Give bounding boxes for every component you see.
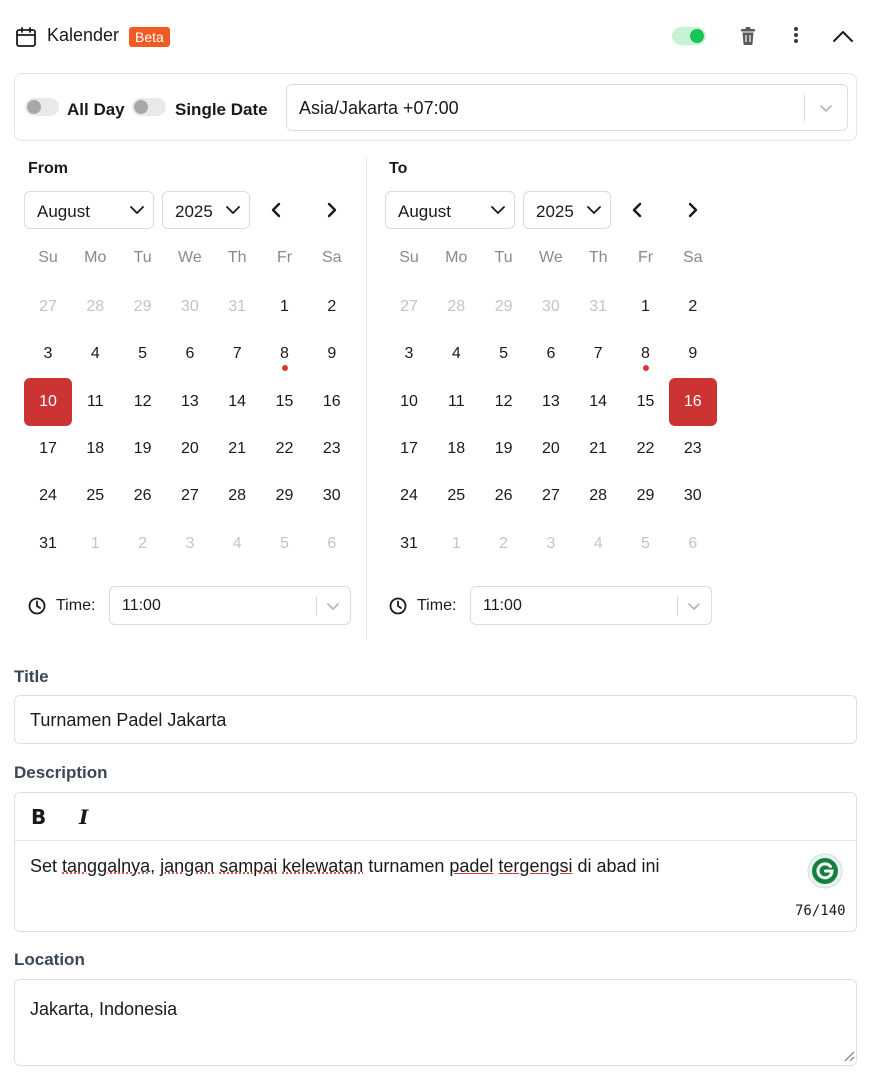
- day-number: 13: [541, 392, 560, 410]
- day-number: 1: [280, 298, 289, 315]
- day-number: 4: [593, 534, 603, 552]
- calendar-day[interactable]: [622, 425, 670, 473]
- calendar-day[interactable]: [166, 472, 214, 520]
- day-number: 18: [86, 439, 105, 457]
- calendar-day[interactable]: [385, 283, 433, 331]
- timezone-select[interactable]: [286, 84, 848, 131]
- next-month-icon[interactable]: [683, 199, 703, 221]
- weekday-label: Su: [399, 249, 419, 266]
- day-number: 30: [683, 487, 702, 505]
- day-number: 5: [280, 534, 289, 552]
- chevron-down-icon: [129, 202, 145, 218]
- day-number: 2: [688, 298, 698, 315]
- calendar-day[interactable]: [213, 283, 261, 331]
- calendar-day[interactable]: [119, 283, 167, 331]
- calendar-day[interactable]: [574, 283, 622, 331]
- misspelled-word: kelewatan: [282, 856, 364, 876]
- day-number: 17: [400, 439, 418, 457]
- calendar-day[interactable]: [71, 520, 119, 568]
- chevron-down-icon: [325, 598, 341, 614]
- calendar-day[interactable]: [669, 378, 717, 426]
- month-value: August: [37, 202, 90, 221]
- calendar-day[interactable]: [432, 425, 480, 473]
- misspelled-word: sampai: [219, 856, 278, 876]
- day-number: 21: [589, 439, 608, 457]
- calendar-day[interactable]: [527, 283, 575, 331]
- from-calendar: [14, 155, 364, 635]
- calendar-day[interactable]: [385, 472, 433, 520]
- day-number: 15: [275, 392, 294, 410]
- day-number: 30: [322, 487, 341, 505]
- day-number: 6: [327, 534, 337, 552]
- next-month-icon[interactable]: [322, 199, 342, 221]
- calendar-day[interactable]: [480, 378, 528, 426]
- weekday-label: Mo: [445, 249, 468, 266]
- day-number: 4: [90, 345, 100, 363]
- location-label: Location: [14, 950, 85, 969]
- day-number: 30: [180, 298, 199, 315]
- calendar-day[interactable]: [622, 283, 670, 331]
- calendar-day[interactable]: [385, 425, 433, 473]
- chevron-down-icon: [490, 202, 506, 218]
- toggle-knob: [134, 100, 148, 114]
- weekday-label: Tu: [494, 249, 513, 266]
- calendar-day[interactable]: [527, 425, 575, 473]
- calendar-day[interactable]: [669, 520, 717, 568]
- chevron-up-icon[interactable]: [831, 26, 855, 46]
- misspelled-word: jangan: [160, 856, 215, 876]
- day-number: 27: [180, 487, 199, 505]
- event-dot: [643, 365, 649, 371]
- calendar-day[interactable]: [308, 425, 356, 473]
- from-time-select[interactable]: [109, 586, 351, 625]
- year-value: 2025: [536, 202, 574, 221]
- calendar-day[interactable]: [71, 330, 119, 378]
- title-input[interactable]: [14, 695, 857, 744]
- bold-button[interactable]: B: [31, 805, 47, 829]
- grammarly-icon[interactable]: [807, 853, 843, 889]
- widget-title: Kalender: [47, 25, 120, 45]
- day-number: 29: [494, 298, 513, 315]
- calendar-day[interactable]: [24, 472, 72, 520]
- location-value: Jakarta, Indonesia: [30, 999, 178, 1019]
- day-number: 31: [39, 534, 57, 552]
- to-time-select[interactable]: [470, 586, 712, 625]
- day-number: 20: [541, 439, 560, 457]
- day-number: 25: [86, 487, 105, 505]
- calendar-day[interactable]: [432, 378, 480, 426]
- from-year-select[interactable]: [162, 191, 250, 229]
- chevron-down-icon: [586, 202, 602, 218]
- calendar-day[interactable]: [574, 330, 622, 378]
- day-number: 3: [185, 534, 195, 552]
- calendar-icon: [15, 26, 37, 48]
- calendar-day[interactable]: [213, 378, 261, 426]
- day-number: 3: [43, 345, 53, 363]
- day-number: 26: [494, 487, 513, 505]
- day-number: 2: [499, 534, 509, 552]
- calendar-day[interactable]: [166, 330, 214, 378]
- to-month-select[interactable]: [385, 191, 515, 229]
- calendar-day[interactable]: [166, 425, 214, 473]
- all-day-toggle[interactable]: [25, 98, 59, 116]
- more-vertical-icon[interactable]: [785, 24, 807, 48]
- day-number: 28: [86, 298, 105, 315]
- day-number: 10: [39, 392, 57, 410]
- weekday-label: Fr: [276, 249, 293, 266]
- calendar-day[interactable]: [308, 520, 356, 568]
- calendar-day[interactable]: [432, 330, 480, 378]
- calendar-day[interactable]: [432, 283, 480, 331]
- calendar-day[interactable]: [622, 330, 670, 378]
- calendar-day[interactable]: [480, 472, 528, 520]
- calendar-day[interactable]: [385, 378, 433, 426]
- day-number: 11: [447, 392, 465, 410]
- day-number: 2: [327, 298, 337, 315]
- title-label: Title: [14, 667, 49, 686]
- day-number: 28: [447, 298, 466, 315]
- day-number: 22: [636, 439, 655, 457]
- day-number: 5: [641, 534, 650, 552]
- calendar-day[interactable]: [24, 425, 72, 473]
- calendar-day[interactable]: [622, 520, 670, 568]
- misspelled-word: tanggalnya: [62, 856, 151, 876]
- misspelled-word: padel: [449, 856, 494, 876]
- calendar-day[interactable]: [480, 425, 528, 473]
- day-number: 16: [683, 392, 702, 410]
- calendar-day[interactable]: [574, 425, 622, 473]
- day-number: 17: [39, 439, 57, 457]
- day-number: 2: [138, 534, 148, 552]
- day-number: 28: [228, 487, 247, 505]
- calendar-day[interactable]: [213, 425, 261, 473]
- calendar-day[interactable]: [24, 378, 72, 426]
- day-number: 10: [400, 392, 418, 410]
- description-label: Description: [14, 763, 108, 782]
- location-input[interactable]: [14, 979, 857, 1066]
- day-number: 4: [451, 345, 461, 363]
- calendar-day[interactable]: [213, 330, 261, 378]
- resize-handle-icon[interactable]: [843, 1050, 855, 1062]
- enable-toggle[interactable]: [672, 27, 706, 45]
- calendar-day[interactable]: [24, 520, 72, 568]
- weekday-label: Th: [227, 249, 247, 266]
- calendar-day[interactable]: [574, 520, 622, 568]
- calendar-day[interactable]: [261, 520, 309, 568]
- trash-icon[interactable]: [737, 25, 759, 47]
- description-editor: [14, 792, 857, 932]
- calendar-divider: [366, 157, 367, 639]
- day-number: 16: [322, 392, 341, 410]
- calendar-day[interactable]: [308, 378, 356, 426]
- calendar-day[interactable]: [166, 283, 214, 331]
- calendar-day[interactable]: [385, 520, 433, 568]
- calendar-day[interactable]: [119, 472, 167, 520]
- chevron-down-icon: [817, 99, 835, 117]
- calendar-day[interactable]: [669, 330, 717, 378]
- calendar-day[interactable]: [261, 330, 309, 378]
- day-number: 25: [447, 487, 466, 505]
- day-number: 30: [541, 298, 560, 315]
- day-number: 5: [499, 345, 509, 363]
- toggle-knob: [690, 29, 704, 43]
- italic-button[interactable]: I: [79, 805, 89, 829]
- weekday-label: We: [178, 249, 202, 266]
- calendar-day[interactable]: [669, 472, 717, 520]
- day-number: 1: [90, 534, 100, 552]
- day-number: 6: [546, 345, 556, 363]
- day-number: 19: [494, 439, 513, 457]
- day-number: 26: [133, 487, 152, 505]
- calendar-day[interactable]: [261, 283, 309, 331]
- time-label: Time:: [417, 597, 457, 614]
- to-calendar: [375, 155, 725, 635]
- calendar-day[interactable]: [480, 520, 528, 568]
- day-number: 12: [494, 392, 513, 410]
- weekday-label: Sa: [683, 249, 703, 266]
- day-number: 3: [546, 534, 556, 552]
- calendar-day[interactable]: [432, 520, 480, 568]
- calendar-day[interactable]: [574, 472, 622, 520]
- day-number: 21: [228, 439, 247, 457]
- weekday-label: Tu: [133, 249, 152, 266]
- to-label: To: [389, 160, 408, 177]
- day-number: 29: [636, 487, 655, 505]
- weekday-label: Su: [38, 249, 58, 266]
- calendar-day[interactable]: [308, 330, 356, 378]
- calendar-day[interactable]: [261, 425, 309, 473]
- day-number: 8: [280, 345, 289, 363]
- weekday-label: Th: [588, 249, 608, 266]
- day-number: 12: [133, 392, 152, 410]
- day-number: 29: [275, 487, 294, 505]
- day-number: 23: [322, 439, 341, 457]
- calendar-day[interactable]: [574, 378, 622, 426]
- event-dot: [282, 365, 288, 371]
- day-number: 6: [185, 345, 195, 363]
- select-separator: [316, 596, 317, 616]
- title-value: Turnamen Padel Jakarta: [30, 710, 227, 730]
- calendar-day[interactable]: [71, 378, 119, 426]
- calendar-day[interactable]: [308, 283, 356, 331]
- to-year-select[interactable]: [523, 191, 611, 229]
- all-day-label: All Day: [67, 100, 125, 119]
- day-number: 24: [39, 487, 57, 505]
- toggle-knob: [27, 100, 41, 114]
- calendar-day[interactable]: [527, 330, 575, 378]
- day-number: 31: [228, 298, 247, 315]
- day-number: 1: [451, 534, 461, 552]
- day-number: 1: [641, 298, 650, 315]
- beta-badge: Beta: [129, 27, 170, 47]
- calendar-day[interactable]: [166, 378, 214, 426]
- prev-month-icon[interactable]: [627, 199, 647, 221]
- calendar-day[interactable]: [71, 425, 119, 473]
- calendar-day[interactable]: [527, 378, 575, 426]
- calendar-day[interactable]: [24, 283, 72, 331]
- calendar-day[interactable]: [527, 520, 575, 568]
- calendar-day[interactable]: [71, 283, 119, 331]
- text-segment: turnamen: [363, 856, 450, 876]
- day-number: 29: [133, 298, 152, 315]
- calendar-day[interactable]: [527, 472, 575, 520]
- calendar-day[interactable]: [385, 330, 433, 378]
- day-number: 23: [683, 439, 702, 457]
- day-number: 7: [232, 345, 242, 363]
- day-number: 8: [641, 345, 650, 363]
- chevron-down-icon: [225, 202, 241, 218]
- calendar-day[interactable]: [480, 283, 528, 331]
- day-number: 18: [447, 439, 466, 457]
- day-number: 15: [636, 392, 655, 410]
- day-number: 31: [589, 298, 608, 315]
- calendar-day[interactable]: [119, 330, 167, 378]
- day-number: 14: [589, 392, 608, 410]
- day-number: 7: [593, 345, 603, 363]
- single-date-toggle[interactable]: [132, 98, 166, 116]
- calendar-day[interactable]: [308, 472, 356, 520]
- calendar-day[interactable]: [261, 378, 309, 426]
- select-separator: [804, 95, 805, 121]
- day-number: 20: [180, 439, 199, 457]
- widget-header: [0, 0, 871, 72]
- misspelled-word: tergengsi: [498, 856, 573, 876]
- calendar-day[interactable]: [119, 520, 167, 568]
- day-number: 9: [688, 345, 698, 363]
- weekday-label: Sa: [322, 249, 342, 266]
- day-number: 11: [86, 392, 104, 410]
- calendar-day[interactable]: [119, 425, 167, 473]
- day-number: 22: [275, 439, 294, 457]
- day-number: 3: [404, 345, 414, 363]
- clock-icon: [28, 597, 46, 615]
- text-segment: ,: [150, 856, 161, 876]
- day-number: 14: [228, 392, 247, 410]
- day-number: 27: [541, 487, 560, 505]
- char-count: 76/140: [795, 903, 846, 919]
- weekday-label: Fr: [637, 249, 654, 266]
- day-number: 19: [133, 439, 152, 457]
- calendar-day[interactable]: [166, 520, 214, 568]
- calendar-day[interactable]: [622, 378, 670, 426]
- day-number: 4: [232, 534, 242, 552]
- time-label: Time:: [56, 597, 96, 614]
- time-value: 11:00: [122, 597, 161, 614]
- day-number: 6: [688, 534, 698, 552]
- calendar-day[interactable]: [24, 330, 72, 378]
- day-number: 24: [400, 487, 418, 505]
- select-separator: [677, 596, 678, 616]
- day-number: 27: [39, 298, 57, 315]
- weekday-label: Mo: [84, 249, 107, 266]
- calendar-day[interactable]: [669, 283, 717, 331]
- calendar-day[interactable]: [213, 472, 261, 520]
- calendar-day[interactable]: [213, 520, 261, 568]
- day-number: 28: [589, 487, 608, 505]
- timezone-value: Asia/Jakarta +07:00: [299, 98, 459, 118]
- time-value: 11:00: [483, 597, 522, 614]
- day-number: 31: [400, 534, 418, 552]
- from-label: From: [28, 160, 68, 177]
- from-month-select[interactable]: [24, 191, 154, 229]
- calendar-day[interactable]: [480, 330, 528, 378]
- day-number: 27: [400, 298, 418, 315]
- day-number: 5: [138, 345, 148, 363]
- clock-icon: [389, 597, 407, 615]
- calendar-day[interactable]: [71, 472, 119, 520]
- toolbar-divider: [15, 840, 856, 841]
- calendar-day[interactable]: [261, 472, 309, 520]
- day-number: 9: [327, 345, 337, 363]
- month-value: August: [398, 202, 451, 221]
- text-segment: Set: [30, 856, 63, 876]
- chevron-down-icon: [686, 598, 702, 614]
- date-options: [14, 73, 857, 141]
- calendar-day[interactable]: [432, 472, 480, 520]
- year-value: 2025: [175, 202, 213, 221]
- description-text[interactable]: [30, 856, 660, 877]
- single-date-label: Single Date: [175, 100, 268, 119]
- weekday-label: We: [539, 249, 563, 266]
- calendar-day[interactable]: [669, 425, 717, 473]
- calendar-day[interactable]: [622, 472, 670, 520]
- day-number: 13: [180, 392, 199, 410]
- prev-month-icon[interactable]: [266, 199, 286, 221]
- calendar-day[interactable]: [119, 378, 167, 426]
- text-segment: di abad ini: [572, 856, 660, 876]
